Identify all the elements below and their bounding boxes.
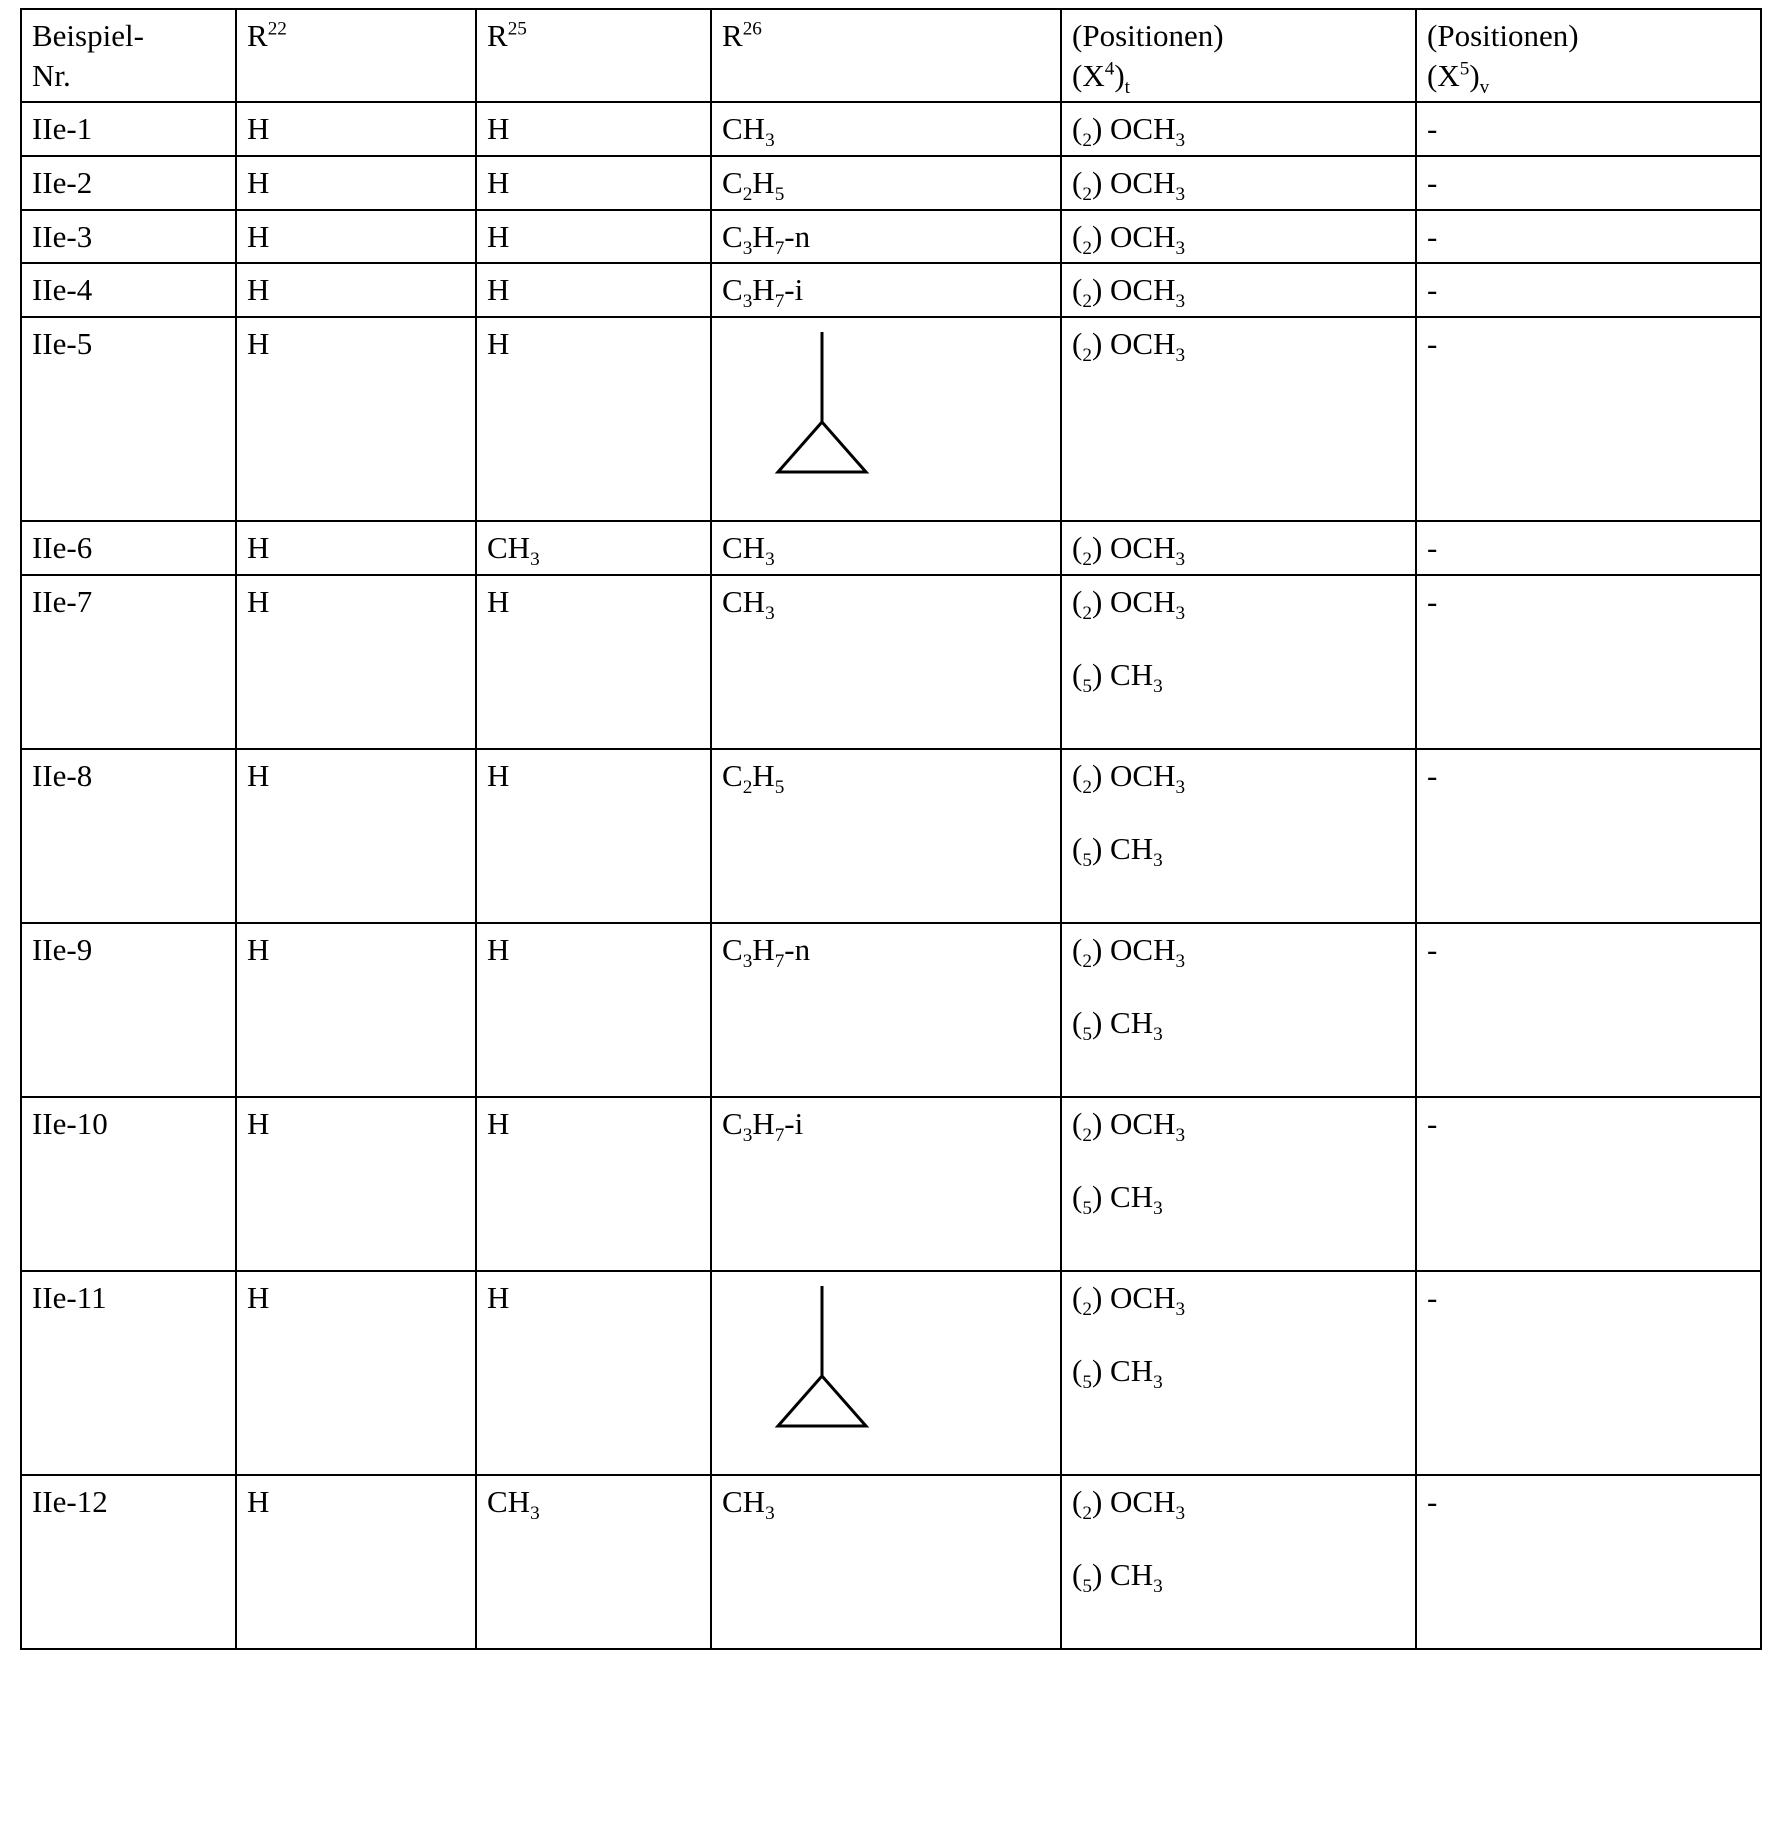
cell-beispiel-nr: IIe-1 <box>21 102 236 156</box>
cell-r25 <box>476 923 711 1097</box>
cell-beispiel-nr: IIe-4 <box>21 263 236 317</box>
cell-r25 <box>476 521 711 575</box>
cell-x4-value: $(_2)$ $OCH_3$ <box>1072 111 1186 152</box>
cell-r26 <box>711 102 1061 156</box>
cell-r22 <box>236 1097 476 1271</box>
cell-x4 <box>1061 1475 1416 1649</box>
table-row <box>21 521 1761 575</box>
cell-x5: - <box>1416 1475 1761 1649</box>
cell-r22 <box>236 102 476 156</box>
cell-r22-value: H <box>247 931 270 967</box>
cell-r22-value: H <box>247 583 270 619</box>
cyclopropyl-structure-icon <box>722 1284 1052 1434</box>
cell-x4-lines <box>1072 217 1407 257</box>
cell-x5: - <box>1416 263 1761 317</box>
cell-x5: - <box>1416 749 1761 923</box>
cell-x5: - <box>1416 317 1761 521</box>
cell-r25 <box>476 210 711 264</box>
table-row <box>21 102 1761 156</box>
table-row <box>21 749 1761 923</box>
cell-x4-line <box>1072 1104 1407 1144</box>
header-x5-line2 <box>1427 56 1752 96</box>
table-row <box>21 923 1761 1097</box>
cell-x4-value: $(_2)$ $OCH_3$ <box>1072 1105 1186 1146</box>
header-beispiel-nr <box>21 9 236 102</box>
cell-x4-lines <box>1072 528 1407 571</box>
header-x4-close: ) <box>1114 57 1125 93</box>
cell-x4-value: $(_5)$ $CH_3$ <box>1072 1179 1163 1220</box>
cell-r26 <box>711 923 1061 1097</box>
cell-x4-value: $(_5)$ $CH_3$ <box>1072 1353 1163 1394</box>
header-r26 <box>711 9 1061 102</box>
cell-r25 <box>476 102 711 156</box>
cell-x4 <box>1061 210 1416 264</box>
cell-r22-value: H <box>247 1279 270 1315</box>
cell-x4-value: $(_2)$ $OCH_3$ <box>1072 1483 1186 1524</box>
cell-x4-line <box>1072 829 1407 872</box>
header-x4-sub: t <box>1124 76 1130 98</box>
cell-r22 <box>236 210 476 264</box>
cell-r25 <box>476 575 711 749</box>
cell-r25 <box>476 1271 711 1475</box>
cell-beispiel-nr: IIe-5 <box>21 317 236 521</box>
cell-x5: - <box>1416 210 1761 264</box>
cell-r25-value: H <box>487 1279 510 1315</box>
cell-r25 <box>476 156 711 210</box>
header-x4 <box>1061 9 1416 102</box>
cell-beispiel-nr: IIe-10 <box>21 1097 236 1271</box>
table-body <box>21 102 1761 1648</box>
cell-beispiel-nr: IIe-6 <box>21 521 236 575</box>
cell-r22-value: H <box>247 218 270 254</box>
header-x5 <box>1416 9 1761 102</box>
cell-x4-line <box>1072 1555 1407 1598</box>
cell-r26-value: $CH_3$ <box>722 583 775 624</box>
cell-r26-value: $C_3H_7-n$ <box>722 931 811 972</box>
header-r22-base: R <box>247 18 268 53</box>
cell-x5: - <box>1416 1271 1761 1475</box>
cell-x4-line <box>1072 324 1407 367</box>
header-beispiel-line1: Beispiel- <box>32 18 144 53</box>
cell-x4-value: $(_2)$ $OCH_3$ <box>1072 931 1186 972</box>
cell-x4-value: $(_2)$ $OCH_3$ <box>1072 272 1186 313</box>
table-row <box>21 575 1761 749</box>
cell-x4-value: $(_5)$ $CH_3$ <box>1072 831 1163 872</box>
cell-x4-value: $(_2)$ $OCH_3$ <box>1072 530 1186 571</box>
cell-x4-lines <box>1072 756 1407 872</box>
cell-r25 <box>476 263 711 317</box>
cell-x4-value: $(_5)$ $CH_3$ <box>1072 657 1163 698</box>
cell-x4-lines <box>1072 324 1407 367</box>
cell-r26-value: $C_2H_5$ <box>722 757 785 798</box>
cell-r26-value: $C_3H_7-i$ <box>722 1105 804 1146</box>
cell-x4-line <box>1072 270 1407 313</box>
cell-r26 <box>711 1475 1061 1649</box>
cell-beispiel-nr: IIe-3 <box>21 210 236 264</box>
cell-x4-lines <box>1072 1278 1407 1394</box>
cell-r26 <box>711 1097 1061 1271</box>
cell-x4-value: $(_2)$ $OCH_3$ <box>1072 1279 1186 1320</box>
cell-x5: - <box>1416 923 1761 1097</box>
cell-x4-line <box>1072 1482 1407 1522</box>
cell-r26-value: $C_2H_5$ <box>722 165 785 206</box>
cell-x4-line <box>1072 163 1407 206</box>
cell-r25 <box>476 317 711 521</box>
cell-x4-value: $(_5)$ $CH_3$ <box>1072 1557 1163 1598</box>
cell-r26 <box>711 575 1061 749</box>
cell-beispiel-nr: IIe-7 <box>21 575 236 749</box>
cell-r26 <box>711 210 1061 264</box>
cell-x4-lines <box>1072 1482 1407 1598</box>
cell-r22-value: H <box>247 272 270 308</box>
cell-r22-value: H <box>247 757 270 793</box>
cell-r22 <box>236 575 476 749</box>
cell-x4-line <box>1072 655 1407 698</box>
cell-x5: - <box>1416 1097 1761 1271</box>
header-r26-sup: 26 <box>742 18 762 40</box>
cell-r25-value: H <box>487 165 510 201</box>
cell-x4-line <box>1072 528 1407 571</box>
cell-r26 <box>711 521 1061 575</box>
cell-x4-line <box>1072 1351 1407 1394</box>
cell-r26 <box>711 156 1061 210</box>
table-header-row <box>21 9 1761 102</box>
header-x4-line1: (Positionen) <box>1072 18 1224 53</box>
table-header <box>21 9 1761 102</box>
cell-r25-value: $CH_3$ <box>487 530 540 571</box>
table-row <box>21 1271 1761 1475</box>
cell-x4 <box>1061 923 1416 1097</box>
cell-r25-value: $CH_3$ <box>487 1483 540 1524</box>
cell-beispiel-nr: IIe-11 <box>21 1271 236 1475</box>
cell-r26-value: $CH_3$ <box>722 530 775 571</box>
cyclopropyl-structure-icon <box>722 330 1052 480</box>
cell-x5: - <box>1416 575 1761 749</box>
cell-r25-value: H <box>487 757 510 793</box>
cell-r25-value: H <box>487 583 510 619</box>
cell-beispiel-nr: IIe-2 <box>21 156 236 210</box>
cell-x4 <box>1061 156 1416 210</box>
cell-r26 <box>711 317 1061 521</box>
cell-r26-value: $CH_3$ <box>722 111 775 152</box>
header-x4-open: (X <box>1072 57 1105 93</box>
cell-x4-value: $(_2)$ $OCH_3$ <box>1072 757 1186 798</box>
cell-x4-line <box>1072 1177 1407 1220</box>
header-x4-sup: 4 <box>1104 58 1115 80</box>
header-r25-sup: 25 <box>507 18 527 40</box>
cell-r22 <box>236 1475 476 1649</box>
substituent-table <box>20 8 1762 1650</box>
header-x5-open: (X <box>1427 57 1460 93</box>
cell-r22-value: H <box>247 326 270 362</box>
cell-x4-line <box>1072 582 1407 622</box>
header-r25 <box>476 9 711 102</box>
cell-r25-value: H <box>487 218 510 254</box>
cell-x4-line <box>1072 217 1407 257</box>
cell-x4 <box>1061 317 1416 521</box>
cell-r22 <box>236 521 476 575</box>
cell-r25 <box>476 749 711 923</box>
header-x4-line2 <box>1072 56 1407 96</box>
cell-r25-value: H <box>487 1105 510 1141</box>
cell-x4-lines <box>1072 1104 1407 1220</box>
cell-x5: - <box>1416 102 1761 156</box>
cell-x4-value: $(_2)$ $OCH_3$ <box>1072 218 1186 259</box>
header-x5-line1: (Positionen) <box>1427 18 1579 53</box>
cell-r26 <box>711 263 1061 317</box>
cell-beispiel-nr: IIe-12 <box>21 1475 236 1649</box>
cell-x4-lines <box>1072 270 1407 313</box>
cell-r22-value: H <box>247 1483 270 1519</box>
cell-r26-value: $CH_3$ <box>722 1483 775 1524</box>
cell-x4-line <box>1072 109 1407 152</box>
cell-beispiel-nr: IIe-8 <box>21 749 236 923</box>
cell-r22-value: H <box>247 1105 270 1141</box>
header-beispiel-line2: Nr. <box>32 57 71 93</box>
cell-x4-lines <box>1072 930 1407 1046</box>
cell-r25-value: H <box>487 931 510 967</box>
cell-x5: - <box>1416 521 1761 575</box>
cell-r26 <box>711 749 1061 923</box>
cell-r26-value: $C_3H_7-n$ <box>722 218 811 259</box>
cell-x5: - <box>1416 156 1761 210</box>
header-r22-sup: 22 <box>267 18 287 40</box>
cell-r25 <box>476 1475 711 1649</box>
cell-x4 <box>1061 575 1416 749</box>
cell-r25-value: H <box>487 272 510 308</box>
cell-r22-value: H <box>247 165 270 201</box>
cell-x4-value: $(_2)$ $OCH_3$ <box>1072 165 1186 206</box>
table-row <box>21 1475 1761 1649</box>
header-x5-sup: 5 <box>1459 58 1470 80</box>
cell-r26 <box>711 1271 1061 1475</box>
header-r26-base: R <box>722 18 743 53</box>
cell-x4-lines <box>1072 163 1407 206</box>
cell-x4-value: $(_2)$ $OCH_3$ <box>1072 583 1186 624</box>
cell-r22 <box>236 749 476 923</box>
cell-x4 <box>1061 1097 1416 1271</box>
cell-r22-value: H <box>247 530 270 566</box>
cell-x4 <box>1061 263 1416 317</box>
table-row <box>21 210 1761 264</box>
cell-x4 <box>1061 749 1416 923</box>
header-r22 <box>236 9 476 102</box>
cell-x4 <box>1061 102 1416 156</box>
cell-r22-value: H <box>247 111 270 147</box>
cell-x4-line <box>1072 930 1407 970</box>
table-row <box>21 317 1761 521</box>
cell-r22 <box>236 1271 476 1475</box>
cell-r22 <box>236 156 476 210</box>
cell-x4-line <box>1072 1003 1407 1046</box>
header-x5-close: ) <box>1469 57 1480 93</box>
cell-x4-value: $(_2)$ $OCH_3$ <box>1072 326 1186 367</box>
cell-x4-value: $(_5)$ $CH_3$ <box>1072 1005 1163 1046</box>
cell-x4-line <box>1072 756 1407 796</box>
cell-r22 <box>236 263 476 317</box>
cell-r25-value: H <box>487 326 510 362</box>
cell-r22 <box>236 317 476 521</box>
cell-x4-lines <box>1072 109 1407 152</box>
cell-r26-value: $C_3H_7-i$ <box>722 272 804 313</box>
header-r25-base: R <box>487 18 508 53</box>
cell-x4 <box>1061 521 1416 575</box>
cell-x4-line <box>1072 1278 1407 1318</box>
cell-r25-value: H <box>487 111 510 147</box>
cell-r22 <box>236 923 476 1097</box>
cell-x4 <box>1061 1271 1416 1475</box>
cell-r25 <box>476 1097 711 1271</box>
table-row <box>21 156 1761 210</box>
cell-beispiel-nr: IIe-9 <box>21 923 236 1097</box>
header-x5-sub: v <box>1479 76 1490 98</box>
table-row <box>21 263 1761 317</box>
cell-x4-lines <box>1072 582 1407 698</box>
table-row <box>21 1097 1761 1271</box>
